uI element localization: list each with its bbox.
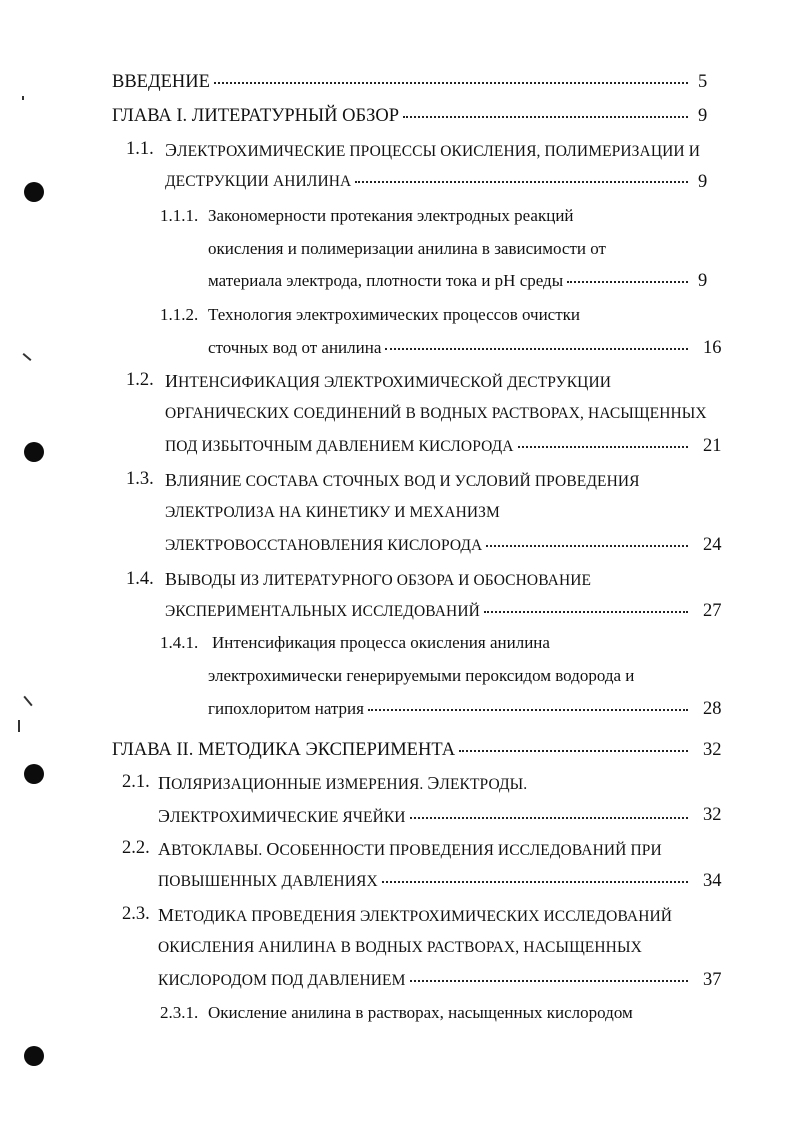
dot-leader [385, 346, 688, 350]
section-number: 2.3.1. [160, 1003, 199, 1022]
dot-leader [567, 279, 688, 283]
toc-line[interactable]: ПОЛЯРИЗАЦИОННЫЕ ИЗМЕРЕНИЯ. ЭЛЕКТРОДЫ. [158, 773, 528, 793]
page-number: 27 [703, 601, 722, 621]
toc-line: ПОД ИЗБЫТОЧНЫМ ДАВЛЕНИЕМ КИСЛОРОДА [165, 438, 514, 455]
dot-leader [368, 707, 688, 711]
toc-entry-1-1-2[interactable] [208, 338, 690, 358]
toc-title: ВВЕДЕНИЕ [112, 72, 210, 92]
toc-line[interactable]: Технология электрохимических процессов очистки [208, 305, 581, 324]
toc-line[interactable]: окисления и полимеризации анилина в зависимости от [208, 239, 606, 258]
toc-entry-chapter-2[interactable] [112, 740, 690, 760]
toc-line: ДЕСТРУКЦИИ АНИЛИНА [165, 173, 352, 190]
toc-entry-1-1-1[interactable] [208, 271, 690, 291]
toc-line: ПОВЫШЕННЫХ ДАВЛЕНИЯХ [158, 873, 378, 890]
page-number: 9 [698, 271, 708, 291]
toc-line[interactable]: ОРГАНИЧЕСКИХ СОЕДИНЕНИЙ В ВОДНЫХ РАСТВОРАХ, НАСЫЩЕННЫХ [165, 405, 707, 422]
page-number: 32 [703, 805, 722, 825]
toc-entry-chapter-1[interactable] [112, 106, 690, 126]
dot-leader [403, 114, 688, 118]
toc-title: ГЛАВА I. ЛИТЕРАТУРНЫЙ ОБЗОР [112, 106, 400, 126]
toc-line[interactable]: Интенсификация процесса окисления анилина [212, 633, 550, 652]
binder-hole [24, 442, 44, 462]
toc-line[interactable]: ИНТЕНСИФИКАЦИЯ ЭЛЕКТРОХИМИЧЕСКОЙ ДЕСТРУКЦИИ [165, 371, 612, 391]
page-number: 16 [703, 338, 722, 358]
toc-entry-2-1[interactable] [158, 806, 690, 828]
section-number: 1.3. [126, 469, 154, 489]
toc-line[interactable]: ВЫВОДЫ ИЗ ЛИТЕРАТУРНОГО ОБЗОРА И ОБОСНОВАНИЕ [165, 569, 592, 589]
dot-leader [410, 815, 688, 819]
toc-line[interactable]: Закономерности протекания электродных реакций [208, 206, 574, 225]
toc-entry-1-3[interactable] [165, 536, 690, 556]
toc-line[interactable]: ВЛИЯНИЕ СОСТАВА СТОЧНЫХ ВОД И УСЛОВИЙ ПРОВЕДЕНИЯ [165, 470, 640, 490]
page-number: 9 [698, 106, 708, 126]
toc-line: сточных вод от анилина [208, 338, 382, 357]
toc-entry-1-1[interactable] [165, 172, 690, 192]
toc-line: гипохлоритом натрия [208, 699, 364, 718]
section-number: 1.1.2. [160, 305, 199, 324]
toc-entry-2-3[interactable] [158, 971, 690, 991]
page-number: 28 [703, 699, 722, 719]
toc-title: ГЛАВА II. МЕТОДИКА ЭКСПЕРИМЕНТА [112, 740, 456, 760]
section-number: 2.1. [122, 772, 150, 792]
toc-line[interactable]: Окисление анилина в растворах, насыщенных кислородом [208, 1003, 633, 1022]
scan-speck [23, 696, 32, 706]
dot-leader [355, 179, 688, 183]
toc-line: ЭКСПЕРИМЕНТАЛЬНЫХ ИССЛЕДОВАНИЙ [165, 603, 480, 620]
toc-line[interactable]: ОКИСЛЕНИЯ АНИЛИНА В ВОДНЫХ РАСТВОРАХ, НАСЫЩЕННЫХ [158, 939, 642, 956]
binder-hole [24, 764, 44, 784]
dot-leader [518, 444, 688, 448]
toc-entry-1-2[interactable] [165, 437, 690, 457]
scan-speck [18, 720, 20, 732]
section-number: 1.1.1. [160, 206, 199, 225]
page-number: 9 [698, 172, 708, 192]
dot-leader [459, 748, 688, 752]
toc-line[interactable]: электрохимически генерируемыми пероксидом водорода и [208, 666, 635, 685]
toc-line[interactable]: ЭЛЕКТРОХИМИЧЕСКИЕ ПРОЦЕССЫ ОКИСЛЕНИЯ, ПОЛИМЕРИЗАЦИИ И [165, 140, 700, 160]
page-number: 34 [703, 871, 722, 891]
section-number: 2.3. [122, 904, 150, 924]
page-number: 21 [703, 436, 722, 456]
scan-speck [22, 96, 24, 100]
dot-leader [410, 978, 689, 982]
page-number: 24 [703, 535, 722, 555]
toc-entry-intro[interactable] [112, 72, 690, 92]
toc-line: ЭЛЕКТРОХИМИЧЕСКИЕ ЯЧЕЙКИ [158, 806, 406, 826]
toc-line: материала электрода, плотности тока и pH среды [208, 271, 564, 290]
toc-entry-1-4-1[interactable] [208, 699, 690, 719]
binder-hole [24, 1046, 44, 1066]
toc-entry-1-4[interactable] [165, 602, 690, 622]
section-number: 1.2. [126, 370, 154, 390]
page-number: 5 [698, 72, 708, 92]
toc-line[interactable]: ЭЛЕКТРОЛИЗА НА КИНЕТИКУ И МЕХАНИЗМ [165, 504, 500, 521]
scan-speck [23, 353, 32, 361]
toc-line[interactable]: АВТОКЛАВЫ. ОСОБЕННОСТИ ПРОВЕДЕНИЯ ИССЛЕДОВАНИЙ ПРИ [158, 839, 662, 859]
section-number: 1.1. [126, 139, 154, 159]
page-number: 32 [703, 740, 722, 760]
binder-hole [24, 182, 44, 202]
toc-line: ЭЛЕКТРОВОССТАНОВЛЕНИЯ КИСЛОРОДА [165, 537, 483, 554]
section-number: 1.4. [126, 569, 154, 589]
section-number: 1.4.1. [160, 633, 199, 652]
dot-leader [486, 543, 688, 547]
dot-leader [382, 879, 688, 883]
toc-entry-2-2[interactable] [158, 872, 690, 892]
dot-leader [484, 609, 688, 613]
section-number: 2.2. [122, 838, 150, 858]
page-number: 37 [703, 970, 722, 990]
dot-leader [214, 80, 688, 84]
toc-line: КИСЛОРОДОМ ПОД ДАВЛЕНИЕМ [158, 972, 406, 989]
toc-line[interactable]: МЕТОДИКА ПРОВЕДЕНИЯ ЭЛЕКТРОХИМИЧЕСКИХ ИССЛЕДОВАНИЙ [158, 905, 673, 925]
